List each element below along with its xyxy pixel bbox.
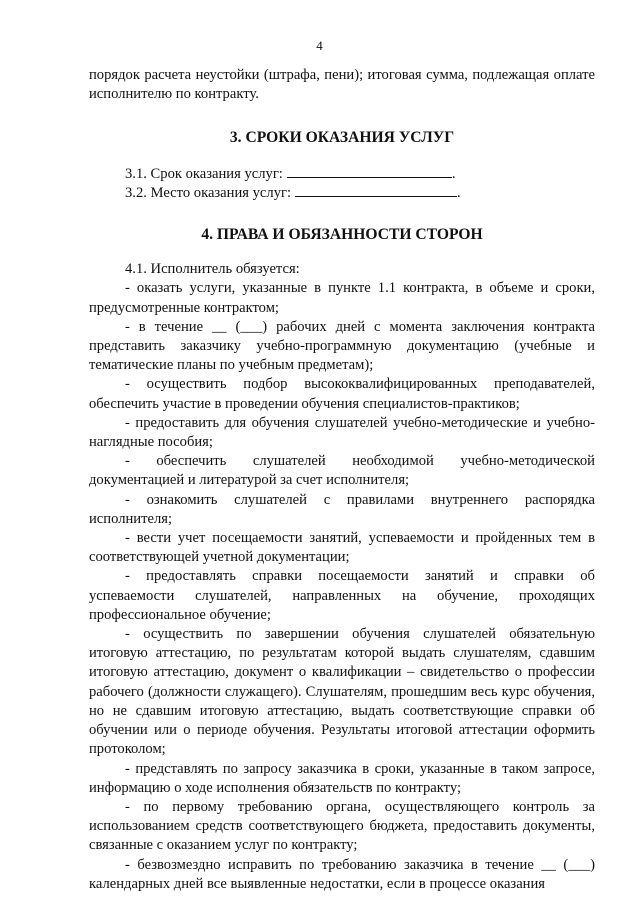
service-place-period: . (457, 184, 461, 201)
obligation-item: - в течение __ (___) рабочих дней с момента заключения контракта представить заказчику учебно-программную документацию (учебные и тематические планы по учебным предметам); (89, 318, 595, 374)
service-term-label: 3.1. Срок оказания услуг: (125, 165, 283, 182)
document-body (89, 66, 595, 894)
obligation-item: - ознакомить слушателей с правилами внутреннего распорядка исполнителя; (89, 491, 595, 527)
obligation-item: - предоставлять справки посещаемости занятий и справки об успеваемости слушателей, направленных на обучение, проходящих профессиональное обучение; (89, 568, 595, 623)
obligation-item: - осуществить по завершении обучения слушателей обязательную итоговую аттестацию, по результатам которой выдать слушателям, сдавшим итоговую аттестацию, документ о квалификации – свидетельство о профессии рабочего (должности служащего). Слушателям, прошедшим весь курс обучения, но не сдавшим итоговую аттестацию, выдать соответствующие справки об обучении или о периоде обучения. Результаты итоговой аттестации оформить протоколом; (89, 626, 595, 758)
obligation-item: - обеспечить слушателей необходимой учебно-методической документацией и литературой за счет исполнителя; (89, 453, 595, 489)
obligation-item: - оказать услуги, указанные в пункте 1.1 контракта, в объеме и сроки, предусмотренные контрактом; (89, 280, 595, 316)
service-place-field (89, 184, 595, 203)
section-4-intro: 4.1. Исполнитель обязуется: (125, 261, 300, 278)
obligation-item: - представлять по запросу заказчика в сроки, указанные в таком запросе, информацию о ходе исполнения обязательств по контракту; (89, 760, 595, 796)
obligation-item: - безвозмездно исправить по требованию заказчика в течение __ (___) календарных дней все выявленные недостатки, если в процессе оказания (89, 856, 595, 892)
service-place-label: 3.2. Место оказания услуг: (125, 184, 292, 201)
service-place-blank (295, 184, 457, 197)
obligation-item: - по первому требованию органа, осуществляющего контроль за использованием средств соответствующего бюджета, предоставить документы, связанные с оказанием услуг по контракту; (89, 798, 595, 854)
service-term-field (89, 165, 595, 184)
top-paragraph: порядок расчета неустойки (штрафа, пени); итоговая сумма, подлежащая оплате исполнителю по контракту. (89, 67, 595, 103)
section-3-heading: 3. СРОКИ ОКАЗАНИЯ УСЛУГ (229, 129, 455, 147)
obligation-item: - осуществить подбор высококвалифицированных преподавателей, обеспечить участие в проведении обучения специалистов-практиков; (89, 376, 595, 412)
obligation-item: - предоставить для обучения слушателей учебно-методические и учебно-наглядные пособия; (89, 414, 595, 451)
service-term-blank (287, 165, 452, 178)
page-number: 4 (316, 38, 323, 53)
service-term-period: . (451, 165, 456, 182)
obligation-item: - вести учет посещаемости занятий, успеваемости и пройденных тем в соответствующей учетной документации; (89, 530, 595, 566)
section-4-heading: 4. ПРАВА И ОБЯЗАННОСТИ СТОРОН (201, 226, 483, 244)
